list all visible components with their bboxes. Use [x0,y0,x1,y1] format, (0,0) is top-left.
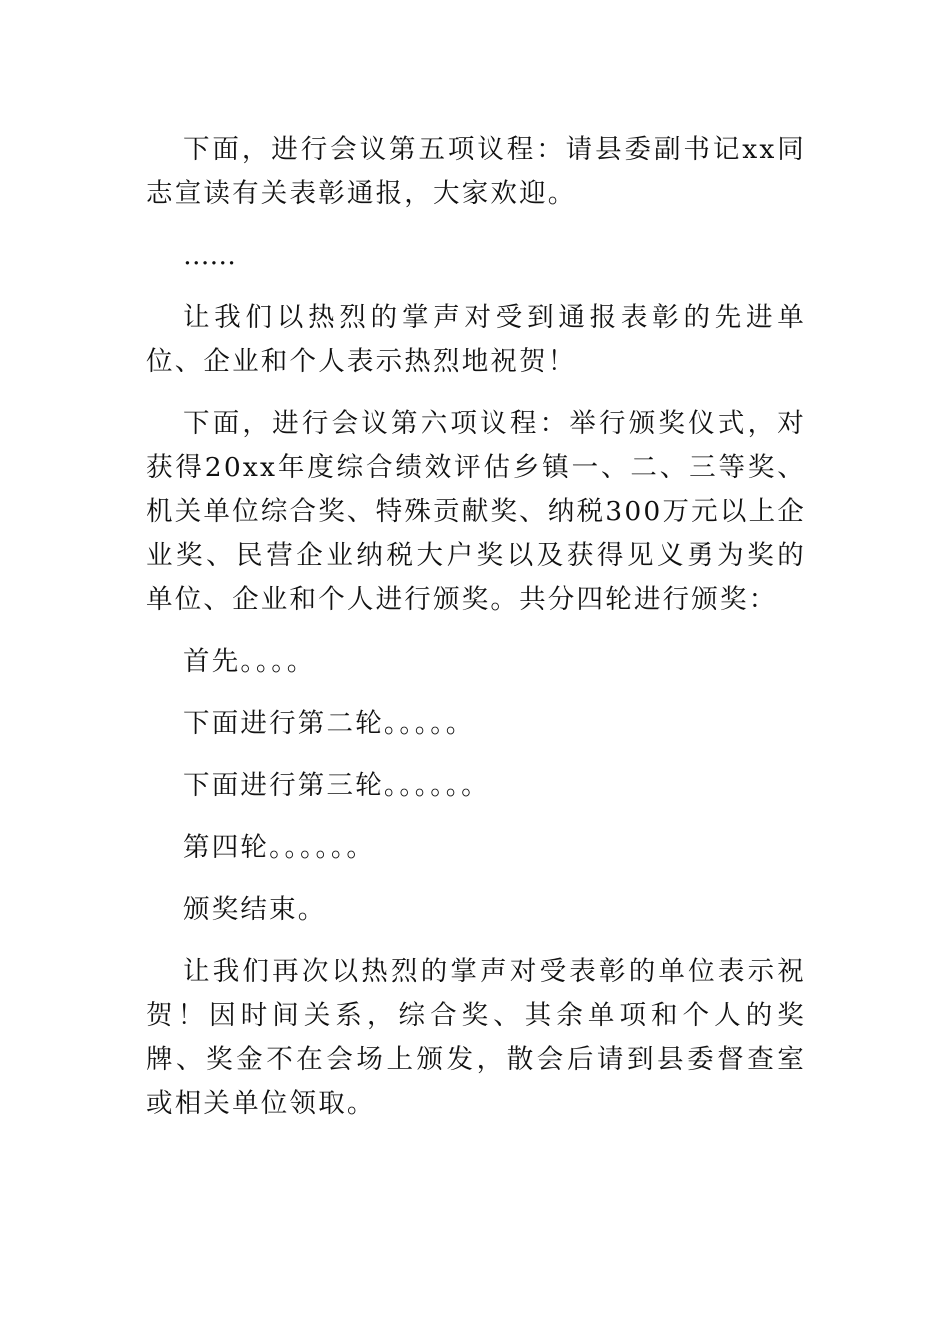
paragraph-round-four: 第四轮。。。。。。 [183,832,376,863]
paragraph-closing-notice: 让我们再次以热烈的掌声对受表彰的单位表示祝贺！因时间关系，综合奖、其余单项和个人的奖牌、奖金不在会场上颁发，散会后请到县委督查室或相关单位领取。 [146,956,806,1119]
paragraph-round-three: 下面进行第三轮。。。。。。 [183,770,490,801]
document-body [146,128,806,1144]
paragraph-applause-congratulation: 让我们以热烈的掌声对受到通报表彰的先进单位、企业和个人表示热烈地祝贺！ [146,302,806,377]
paragraph-round-two: 下面进行第二轮。。。。。 [183,708,475,739]
paragraph-agenda-item-five: 下面，进行会议第五项议程：请县委副书记xx同志宣读有关表彰通报，大家欢迎。 [146,134,806,209]
paragraph-ellipsis: …… [183,240,236,271]
paragraph-agenda-item-six: 下面，进行会议第六项议程：举行颁奖仪式，对获得20xx年度综合绩效评估乡镇一、二、三等奖、机关单位综合奖、特殊贡献奖、纳税300万元以上企业奖、民营企业纳税大户奖以及获得见义勇为奖的单位、企业和个人进行颁奖。共分四轮进行颁奖： [146,408,806,615]
paragraph-awards-end: 颁奖结束。 [183,894,327,925]
paragraph-round-one: 首先。。。。 [183,646,316,677]
